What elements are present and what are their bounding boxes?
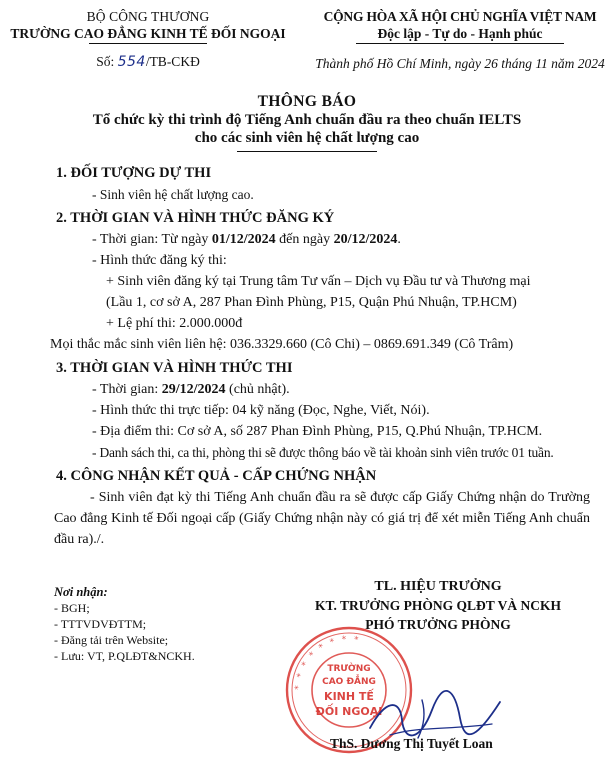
seal-text: CAO ĐẲNG: [322, 677, 376, 687]
seal-text: ĐỐI NGOẠI: [315, 705, 383, 718]
school-name: TRƯỜNG CAO ĐẲNG KINH TẾ ĐỐI NGOẠI: [10, 26, 286, 41]
signature-line-2: KT. TRƯỞNG PHÒNG QLĐT VÀ NCKH: [314, 598, 562, 613]
registration-place-2: (Lầu 1, cơ sở A, 287 Phan Đình Phùng, P15, Quận Phú Nhuận, TP.HCM): [106, 295, 517, 310]
seal-text: KINH TẾ: [324, 690, 374, 703]
svg-text:* * * * * * * *: * * * * * * * *: [293, 634, 361, 691]
issuer-block: [8, 8, 288, 71]
section-1-heading: 1. ĐỐI TƯỢNG DỰ THI: [56, 165, 212, 181]
registration-form: - Hình thức đăng ký thi:: [92, 253, 227, 268]
recipients-block: [54, 584, 284, 664]
national-motto: Độc lập - Tự do - Hạnh phúc: [377, 26, 543, 41]
registration-end-date: 20/12/2024: [333, 232, 398, 247]
exam-date: 29/12/2024: [161, 382, 226, 397]
title-sub-1: Tổ chức kỳ thi trình độ Tiếng Anh chuẩn đầu ra theo chuẩn IELTS: [92, 112, 522, 128]
doc-no-prefix: Số:: [96, 54, 118, 69]
registration-time-label: - Thời gian: Từ ngày: [92, 232, 212, 247]
registration-time-mid: đến ngày: [275, 232, 334, 247]
registration-place-1: + Sinh viên đăng ký tại Trung tâm Tư vấn – Dịch vụ Đầu tư và Thương mại: [106, 274, 531, 289]
certification-paragraph: - Sinh viên đạt kỳ thi Tiếng Anh chuẩn đầu ra sẽ được cấp Giấy Chứng nhận do Trường Cao đẳng Kinh tế Đối ngoại cấp (Giấy Chứng nhận này có giá trị để xét miễn Tiếng Anh chuẩn đầu ra)./.: [54, 490, 590, 547]
notice-title: [0, 92, 614, 152]
registration-time: [56, 229, 596, 250]
contact-line: Mọi thắc mắc sinh viên liên hệ: 036.3329.660 (Cô Chi) – 0869.691.349 (Cô Trâm): [50, 337, 514, 352]
section-2-heading: 2. THỜI GIAN VÀ HÌNH THỨC ĐĂNG KÝ: [56, 210, 335, 226]
national-header: [312, 8, 608, 73]
motto-underline: [356, 43, 564, 44]
doc-no-suffix: /TB-CKĐ: [145, 54, 200, 69]
republic-name: CỘNG HÒA XÃ HỘI CHỦ NGHĨA VIỆT NAM: [323, 9, 597, 24]
place-date: Thành phố Hồ Chí Minh, ngày 26 tháng 11 năm 2024: [315, 56, 605, 71]
seal-text: TRƯỜNG: [327, 664, 371, 674]
signature-line-3: PHÓ TRƯỞNG PHÒNG: [365, 617, 511, 632]
exam-weekday: (chủ nhật).: [225, 382, 290, 397]
section-3-heading: 3. THỜI GIAN VÀ HÌNH THỨC THI: [56, 360, 293, 376]
section-1-line: - Sinh viên hệ chất lượng cao.: [92, 187, 254, 202]
exam-fee: + Lệ phí thi: 2.000.000đ: [106, 316, 243, 331]
notice-body: [50, 162, 596, 550]
signature-line-1: TL. HIỆU TRƯỞNG: [374, 579, 502, 594]
exam-form: - Hình thức thi trực tiếp: 04 kỹ năng (Đọc, Nghe, Viết, Nói).: [92, 403, 430, 418]
issuer-underline: [89, 43, 207, 44]
recipient-item: - BGH;: [54, 601, 90, 615]
title-underline: [237, 151, 377, 152]
ministry-name: BỘ CÔNG THƯƠNG: [86, 9, 210, 24]
registration-start-date: 01/12/2024: [211, 232, 276, 247]
exam-time-label: - Thời gian:: [92, 382, 162, 397]
exam-time: [56, 379, 596, 400]
document-number: [8, 53, 288, 71]
doc-no-handwritten: 554: [117, 54, 146, 70]
recipients-label: Nơi nhận:: [54, 585, 108, 599]
exam-list: - Danh sách thi, ca thi, phòng thi sẽ được thông báo về tài khoản sinh viên trước 01 tuần.: [92, 445, 554, 460]
exam-place: - Địa điểm thi: Cơ sở A, số 287 Phan Đình Phùng, P15, Q.Phú Nhuận, TP.HCM.: [92, 424, 543, 439]
signer-name: ThS. Dương Thị Tuyết Loan: [330, 736, 493, 751]
recipient-item: - Lưu: VT, P.QLĐT&NCKH.: [54, 649, 195, 663]
registration-time-end: .: [397, 232, 401, 247]
title-sub-2: cho các sinh viên hệ chất lượng cao: [194, 130, 420, 146]
section-4-heading: 4. CÔNG NHẬN KẾT QUẢ - CẤP CHỨNG NHẬN: [56, 468, 377, 484]
recipient-item: - TTTVDVĐTTM;: [54, 617, 147, 631]
title-main: THÔNG BÁO: [257, 93, 357, 110]
recipient-item: - Đăng tải trên Website;: [54, 633, 169, 647]
